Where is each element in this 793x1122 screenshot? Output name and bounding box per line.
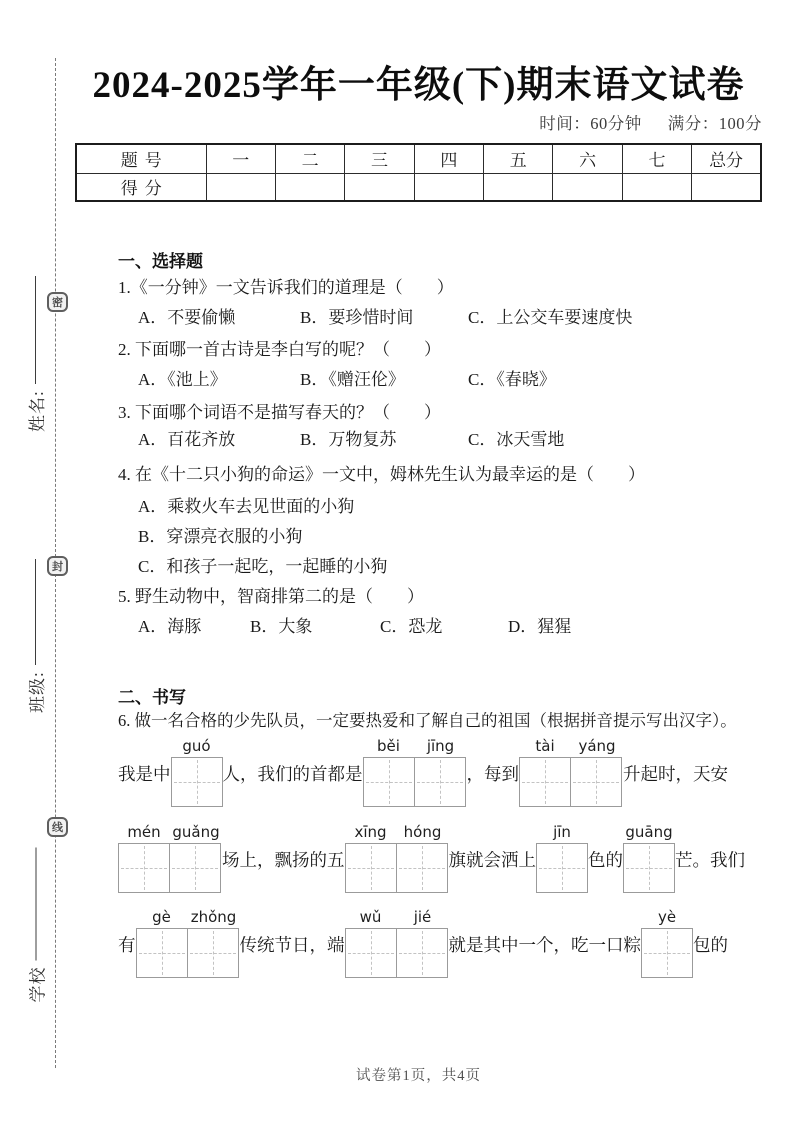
choice-option: A．乘救火车去见世面的小狗 xyxy=(138,497,355,516)
pinyin-row xyxy=(536,823,588,843)
pinyin-row xyxy=(171,737,223,757)
writing-line-text: 就是其中一个，吃一口粽 xyxy=(448,935,641,955)
full-score-label: 满分：100分 xyxy=(667,114,762,133)
student-field xyxy=(23,272,47,432)
score-table-score-cell xyxy=(275,173,344,201)
exam-meta xyxy=(539,110,762,134)
hanzi-box-group xyxy=(345,823,449,893)
hanzi-box-group xyxy=(363,737,467,807)
hanzi-box-group xyxy=(171,737,223,807)
student-field-label: 学校 xyxy=(27,966,47,1003)
choice-options-row xyxy=(118,365,766,387)
score-table-score-cell xyxy=(345,173,414,201)
hanzi-writing-box xyxy=(187,928,239,978)
score-table-score-cell xyxy=(206,173,275,201)
writing-line-text: 色的 xyxy=(588,850,623,870)
choice-option: B．穿漂亮衣服的小狗 xyxy=(138,527,303,546)
pinyin-hint: jīng xyxy=(426,737,455,755)
choice-questions xyxy=(118,273,766,634)
hanzi-box-row xyxy=(118,843,222,893)
writing-line xyxy=(118,908,766,978)
choice-option: B．要珍惜时间 xyxy=(300,308,414,327)
hanzi-box-row xyxy=(171,757,223,807)
section-writing-heading: 二、书写 xyxy=(118,688,186,707)
hanzi-writing-box xyxy=(171,757,223,807)
choice-option: B．《赠汪伦》 xyxy=(300,370,405,389)
hanzi-writing-box xyxy=(345,928,397,978)
score-table-score-cell xyxy=(484,173,553,201)
score-table-column-header: 三 xyxy=(345,144,414,173)
hanzi-writing-box xyxy=(345,843,397,893)
pinyin-hint: jīn xyxy=(553,823,571,841)
choice-options-row xyxy=(118,425,766,447)
student-field xyxy=(23,832,47,1003)
hanzi-box-group xyxy=(536,823,588,893)
pinyin-hint: hóng xyxy=(403,823,442,841)
score-table-column-header: 一 xyxy=(206,144,275,173)
choice-option: C．冰天雪地 xyxy=(468,430,565,449)
choice-option: B．大象 xyxy=(250,617,313,636)
hanzi-writing-box xyxy=(396,928,448,978)
score-table-score-cell xyxy=(622,173,691,201)
hanzi-box-row xyxy=(519,757,623,807)
choice-option: C．和孩子一起吃，一起睡的小狗 xyxy=(138,557,388,576)
pinyin-row xyxy=(641,908,693,928)
choice-option: C．《春晓》 xyxy=(468,370,556,389)
seal-char: 线 xyxy=(47,817,68,837)
score-table-score-cell xyxy=(553,173,622,201)
page-title: 2024-2025学年一年级(下)期末语文试卷 xyxy=(92,65,745,106)
hanzi-box-group xyxy=(641,908,693,978)
choice-option: C．恐龙 xyxy=(380,617,443,636)
writing-line-text: 人，我们的首都是 xyxy=(222,764,363,784)
writing-line-text: 升起时，天安 xyxy=(623,764,728,784)
pinyin-hint: xīng xyxy=(354,823,387,841)
student-field-label: 姓名: xyxy=(27,390,47,432)
hanzi-writing-box xyxy=(623,843,675,893)
question-stem: 2. 下面哪一首古诗是李白写的呢？（ ） xyxy=(118,340,441,359)
writing-line-text: 有 xyxy=(118,935,136,955)
question-stem: 5. 野生动物中，智商排第二的是（ ） xyxy=(118,587,424,606)
hanzi-box-group xyxy=(136,908,240,978)
hanzi-writing-box xyxy=(136,928,188,978)
hanzi-box-group xyxy=(118,823,222,893)
hanzi-box-row xyxy=(623,843,675,893)
score-table-header-row xyxy=(76,144,761,173)
pinyin-hint: běi xyxy=(377,737,400,755)
hanzi-box-row xyxy=(345,843,449,893)
choice-options-row xyxy=(118,303,766,325)
time-limit-label: 时间：60分钟 xyxy=(539,114,642,133)
hanzi-box-row xyxy=(536,843,588,893)
exam-body xyxy=(118,243,766,978)
student-field-label: 班级: xyxy=(27,671,47,713)
pinyin-hint: jié xyxy=(413,908,432,926)
choice-option: D．猩猩 xyxy=(508,617,572,636)
pinyin-hint: tài xyxy=(535,737,555,755)
pinyin-row xyxy=(519,737,623,757)
pinyin-hint: zhǒng xyxy=(190,908,237,926)
choice-option: A．《池上》 xyxy=(138,370,227,389)
score-table-column-header: 五 xyxy=(484,144,553,173)
page-footer: 试卷第1页，共4页 xyxy=(356,1068,481,1084)
choice-options-row xyxy=(118,612,766,634)
pinyin-hint: guǎng xyxy=(172,823,220,841)
hanzi-box-row xyxy=(345,928,449,978)
pinyin-row xyxy=(345,823,449,843)
hanzi-writing-box xyxy=(536,843,588,893)
pinyin-row xyxy=(345,908,449,928)
question-stem: 4. 在《十二只小狗的命运》一文中，姆林先生认为最幸运的是（ ） xyxy=(118,465,645,484)
hanzi-writing-box xyxy=(641,928,693,978)
pinyin-hint: yáng xyxy=(578,737,616,755)
question-stem: 3. 下面哪个词语不是描写春天的？（ ） xyxy=(118,403,441,422)
pinyin-hint: wǔ xyxy=(359,908,382,926)
writing-line-text: 旗就会洒上 xyxy=(448,850,536,870)
pinyin-row xyxy=(363,737,467,757)
writing-line-text: 我是中 xyxy=(118,764,171,784)
pinyin-hint: yè xyxy=(657,908,677,926)
hanzi-box-group xyxy=(623,823,675,893)
section-choice-heading: 一、选择题 xyxy=(118,252,203,271)
score-table-score-cell xyxy=(692,173,761,201)
writing-line-text: 包的 xyxy=(693,935,728,955)
student-field xyxy=(23,547,47,713)
pinyin-hint: mén xyxy=(127,823,161,841)
choice-option: B．万物复苏 xyxy=(300,430,397,449)
hanzi-box-row xyxy=(363,757,467,807)
score-table xyxy=(75,143,762,202)
question-6-stem: 6. 做一名合格的少先队员，一定要热爱和了解自己的祖国（根据拼音提示写出汉字）。 xyxy=(118,711,737,730)
writing-line xyxy=(118,737,766,807)
hanzi-box-group xyxy=(519,737,623,807)
writing-line-text: 场上，飘扬的五 xyxy=(222,850,345,870)
pinyin-row xyxy=(118,823,222,843)
score-table-score-row xyxy=(76,173,761,201)
choice-option: A．不要偷懒 xyxy=(138,308,236,327)
score-table-column-header: 六 xyxy=(553,144,622,173)
question-stem: 1.《一分钟》一文告诉我们的道理是（ ） xyxy=(118,278,454,297)
score-table-column-header: 二 xyxy=(275,144,344,173)
writing-line-text: 传统节日，端 xyxy=(239,935,345,955)
hanzi-writing-box xyxy=(169,843,221,893)
hanzi-writing-box xyxy=(519,757,571,807)
choice-option: A．海豚 xyxy=(138,617,202,636)
hanzi-writing-box xyxy=(118,843,170,893)
student-field-blank-line xyxy=(35,276,36,384)
score-table-column-header: 七 xyxy=(622,144,691,173)
hanzi-box-row xyxy=(136,928,240,978)
pinyin-hint: guāng xyxy=(625,823,673,841)
seal-char: 密 xyxy=(47,292,68,312)
score-table-column-header: 总分 xyxy=(692,144,761,173)
choice-option: A．百花齐放 xyxy=(138,430,236,449)
hanzi-box-row xyxy=(641,928,693,978)
score-table-column-header: 四 xyxy=(414,144,483,173)
writing-lines xyxy=(118,737,766,978)
student-field-blank-line xyxy=(35,848,36,961)
score-table-score-label: 得分 xyxy=(76,173,206,201)
writing-line-text: ，每到 xyxy=(466,764,519,784)
hanzi-writing-box xyxy=(414,757,466,807)
student-field-blank-line xyxy=(35,559,36,665)
hanzi-writing-box xyxy=(396,843,448,893)
writing-line xyxy=(118,823,766,893)
hanzi-writing-box xyxy=(363,757,415,807)
choice-option: C．上公交车要速度快 xyxy=(468,308,633,327)
pinyin-hint: gè xyxy=(152,908,171,926)
seal-char: 封 xyxy=(47,556,68,576)
hanzi-box-group xyxy=(345,908,449,978)
score-table-header-label: 题号 xyxy=(76,144,206,173)
hanzi-writing-box xyxy=(570,757,622,807)
pinyin-row xyxy=(623,823,675,843)
pinyin-row xyxy=(136,908,240,928)
writing-line-text: 芒。我们 xyxy=(675,850,745,870)
pinyin-hint: guó xyxy=(182,737,211,755)
score-table-score-cell xyxy=(414,173,483,201)
